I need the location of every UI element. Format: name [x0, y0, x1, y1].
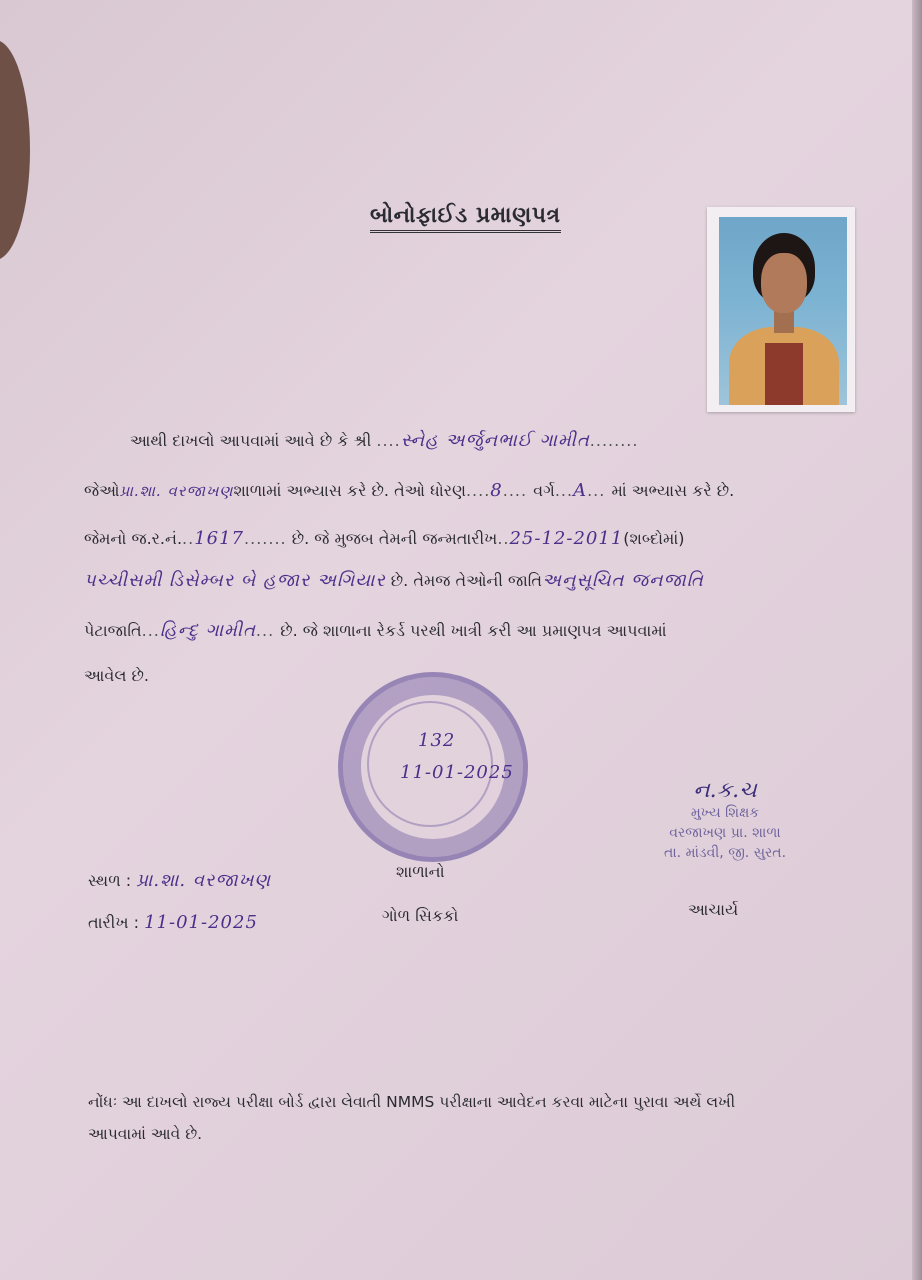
note-line-1: નોંધઃ આ દાખલો રાજ્ય પરીક્ષા બોર્ડ દ્વારા લેવાતી NMMS પરીક્ષાના આવેદન કરવા માટેના પુરાવા અર્થે લખી: [88, 1093, 736, 1111]
principal-signature: [640, 778, 810, 863]
signature-mark: ન.ક.ચ: [693, 778, 757, 803]
finger-shadow: [0, 40, 30, 260]
document-title: બોનોફાઈડ પ્રમાણપત્ર: [370, 203, 561, 233]
dob-value: 25-12-2011: [509, 528, 624, 549]
school-name-hw: પ્રા.શા. વરજાખણ: [119, 482, 234, 500]
subcaste-value: હિન્દુ ગામીત: [159, 620, 256, 641]
signature-stamp-line-1: મુખ્ય શિક્ષક: [690, 805, 760, 821]
caste-value: અનુસૂચિત જનજાતિ: [542, 570, 704, 591]
text-in-words: (શબ્દોમાં): [623, 529, 685, 548]
student-photo: [707, 207, 855, 412]
date-value: 11-01-2025: [144, 912, 258, 933]
text-gr-no: જેમનો જ.ર.નં.: [84, 529, 183, 548]
para-line-1: આથી દાખલો આપવામાં આવે છે કે શ્રી ....સ્નેહ અર્જુનભાઈ ગામીત........: [130, 430, 639, 451]
para-line-3: જેમનો જ.ર.નં...1617....... છે. જે મુજબ તેમની જન્મતારીખ..25-12-2011(શબ્દોમાં): [84, 528, 685, 549]
dob-in-words: પચ્ચીસમી ડિસેમ્બર બે હજાર અગિયાર: [84, 570, 386, 591]
text-class: વર્ગ: [533, 481, 555, 500]
text-studying: શાળામાં અભ્યાસ કરે છે. તેઓ ધોરણ: [233, 481, 466, 500]
seal-number: 132: [418, 730, 456, 751]
date-row: [88, 912, 258, 933]
page-edge: [912, 0, 922, 1280]
footer-note: [88, 1086, 735, 1150]
para-line-4: [84, 570, 704, 591]
photo-image: [719, 217, 847, 405]
seal-date: 11-01-2025: [400, 762, 514, 783]
signature-stamp-line-2: વરજાખણ પ્રા. શાળા: [669, 825, 781, 841]
place-row: [88, 870, 271, 891]
place-value: પ્રા.શા. વરજાખણ: [136, 870, 272, 891]
division-value: A: [573, 480, 588, 501]
seal-label-1: શાળાનો: [396, 862, 445, 881]
text-subcaste: પેટાજાતિ: [84, 621, 142, 640]
para-line-2: જેઓપ્રા.શા. વરજાખણશાળામાં અભ્યાસ કરે છે. તેઓ ધોરણ....8.... વર્ગ...A... માં અભ્યાસ કરે છે.: [84, 480, 735, 501]
text-studying-2: માં અભ્યાસ કરે છે.: [611, 481, 735, 500]
note-line-2: આપવામાં આવે છે.: [88, 1125, 203, 1143]
para-line-5: પેટાજાતિ...હિન્દુ ગામીત... છે. જે શાળાના રેકર્ડ પરથી ખાત્રી કરી આ પ્રમાણપત્ર આપવામાં: [84, 620, 667, 641]
text-certify: આથી દાખલો આપવામાં આવે છે કે શ્રી: [130, 431, 372, 450]
text-dob: છે. જે મુજબ તેમની જન્મતારીખ: [291, 529, 498, 548]
para-line-6: આવેલ છે.: [84, 666, 149, 685]
seal-label-2: ગોળ સિકકો: [382, 906, 459, 925]
student-name: સ્નેહ અર્જુનભાઈ ગામીત: [400, 430, 590, 451]
standard-value: 8: [490, 480, 503, 501]
signature-stamp-line-3: તા. માંડવી, જી. સુરત.: [663, 845, 787, 861]
text-caste: છે. તેમજ તેઓની જાતિ: [390, 571, 543, 590]
gr-number: 1617: [194, 528, 245, 549]
date-label: તારીખ :: [88, 913, 140, 932]
text-record: છે. જે શાળાના રેકર્ડ પરથી ખાત્રી કરી આ પ્રમાણપત્ર આપવામાં: [280, 621, 667, 640]
principal-label: આચાર્ય: [688, 900, 739, 919]
place-label: સ્થળ :: [88, 871, 132, 890]
text-jeo: જેઓ: [84, 481, 120, 500]
